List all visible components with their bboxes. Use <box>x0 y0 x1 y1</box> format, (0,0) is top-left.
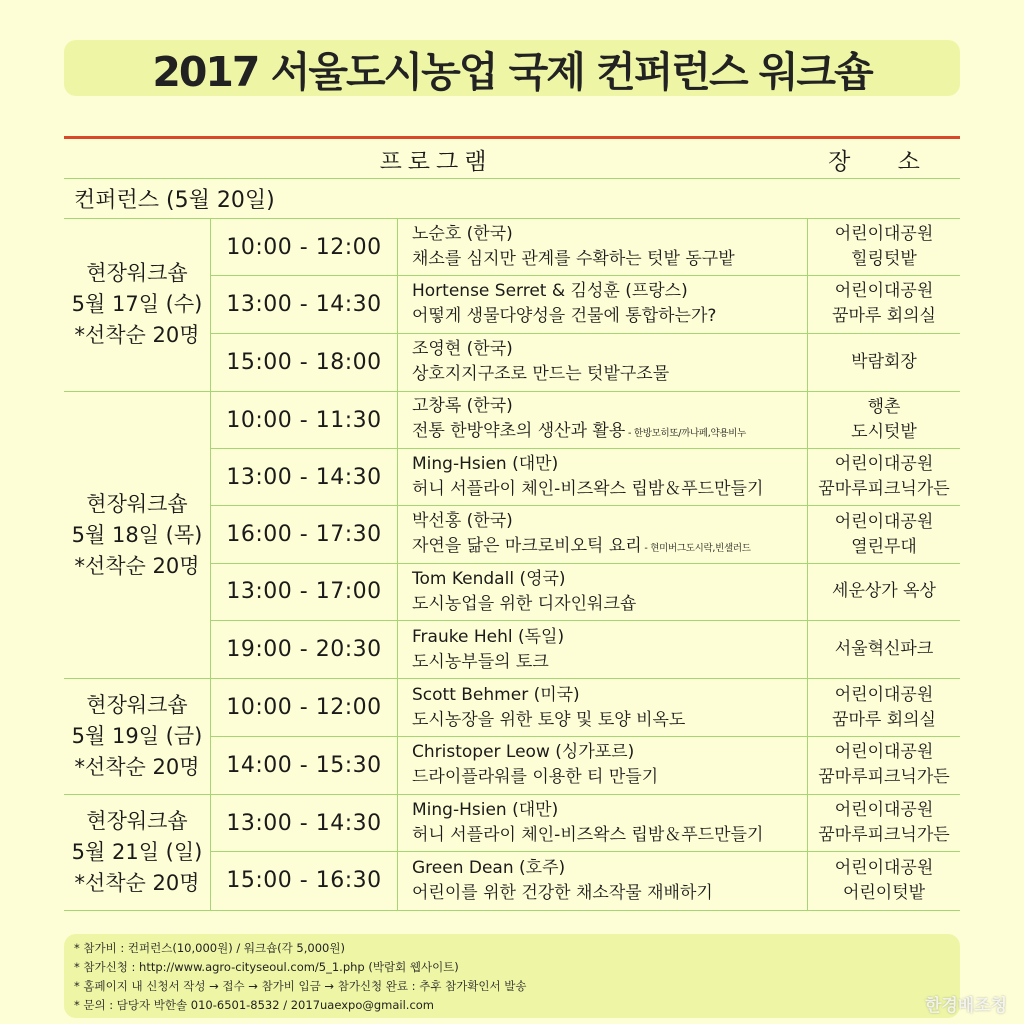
session-place-line: 어린이대공원 <box>834 684 934 705</box>
session-place-line: 꿈마루 회의실 <box>832 709 936 730</box>
session-place-line: 열린무대 <box>851 536 917 557</box>
session-speaker: 박선홍 (한국) <box>412 510 513 531</box>
session-topic: 허니 서플라이 체인-비즈왁스 립밤＆푸드만들기 <box>412 825 764 846</box>
session-description <box>398 737 808 794</box>
session-description <box>398 449 808 505</box>
session-place <box>808 795 960 851</box>
session-speaker: Tom Kendall (영국) <box>412 568 566 589</box>
session-place <box>808 276 960 332</box>
session-topic-line <box>412 362 807 387</box>
session-place-line: 세운상가 옥상 <box>832 581 936 602</box>
group-label-line: 현장워크숍 <box>86 491 188 516</box>
group-label-line: 5월 21일 (일) <box>71 839 203 864</box>
session-row <box>211 852 960 909</box>
session-time: 13:00 - 14:30 <box>211 449 398 505</box>
session-time: 19:00 - 20:30 <box>211 621 398 678</box>
session-note: - 현미버그도시락,빈샐러드 <box>641 542 751 554</box>
session-description <box>398 506 808 562</box>
session-row <box>211 219 960 276</box>
conference-row: 컨퍼런스 (5월 20일) <box>64 179 960 219</box>
session-place-line: 꿈마루피크닉가든 <box>818 479 950 500</box>
header-place: 장 소 <box>828 148 940 175</box>
session-topic: 채소를 심지만 관계를 수확하는 텃밭 동구밭 <box>412 249 735 270</box>
session-time: 10:00 - 11:30 <box>211 392 398 448</box>
session-place-line: 어린이텃밭 <box>842 882 926 903</box>
session-place <box>808 621 960 678</box>
session-row <box>211 737 960 794</box>
group-label-line: *선착순 20명 <box>74 870 200 895</box>
title-banner <box>64 40 960 96</box>
workshop-group <box>64 679 960 795</box>
session-topic: 도시농업을 위한 디자인워크숍 <box>412 593 637 614</box>
session-row <box>211 449 960 506</box>
session-row <box>211 564 960 621</box>
session-place-line: 꿈마루피크닉가든 <box>818 767 950 788</box>
session-row <box>211 392 960 449</box>
session-time: 15:00 - 16:30 <box>211 852 398 909</box>
session-row <box>211 795 960 852</box>
session-time: 13:00 - 14:30 <box>211 276 398 332</box>
session-speaker: 조영현 (한국) <box>412 339 513 360</box>
session-speaker: Christoper Leow (싱가포르) <box>412 742 635 763</box>
session-time: 16:00 - 17:30 <box>211 506 398 562</box>
session-topic: 허니 서플라이 체인-비즈왁스 립밤＆푸드만들기 <box>412 479 764 500</box>
session-note: - 한방모히또/까나페,약용비누 <box>625 428 746 440</box>
session-description <box>398 621 808 678</box>
info-footer <box>64 934 960 1018</box>
session-speaker: Ming-Hsien (대만) <box>412 454 559 475</box>
session-description <box>398 334 808 391</box>
footer-line: * 참가신청 : http://www.agro-cityseoul.com/5_1.php (박람회 웹사이트) <box>74 960 459 974</box>
session-place-line: 어린이대공원 <box>834 742 934 763</box>
session-topic-line <box>412 534 807 561</box>
session-topic: 자연을 닮은 마크로비오틱 요리 <box>412 535 642 556</box>
group-label-line: *선착순 20명 <box>74 553 200 578</box>
session-topic-line <box>412 650 807 675</box>
session-topic: 도시농장을 위한 토양 및 토양 비옥도 <box>412 709 686 730</box>
session-description <box>398 679 808 735</box>
workshop-group <box>64 219 960 392</box>
group-label-line: *선착순 20명 <box>74 323 200 348</box>
session-description <box>398 564 808 620</box>
session-row <box>211 506 960 563</box>
session-time: 14:00 - 15:30 <box>211 737 398 794</box>
session-description <box>398 276 808 332</box>
session-topic: 전통 한방약초의 생산과 활용 <box>412 421 626 442</box>
group-label-line: 5월 17일 (수) <box>71 292 203 317</box>
session-place-line: 박람회장 <box>851 351 917 372</box>
group-label <box>64 219 211 391</box>
session-speaker: Frauke Hehl (독일) <box>412 626 565 647</box>
session-place-line: 도시텃밭 <box>851 422 917 443</box>
session-topic-line <box>412 881 807 906</box>
footer-line: * 참가비 : 컨퍼런스(10,000원) / 워크숍(각 5,000원) <box>74 941 345 955</box>
group-label-line: 5월 19일 (금) <box>71 724 203 749</box>
session-topic: 어린이를 위한 건강한 채소작물 재배하기 <box>412 882 713 903</box>
group-label-line: *선착순 20명 <box>74 755 200 780</box>
session-row <box>211 276 960 333</box>
session-place <box>808 506 960 562</box>
workshop-groups <box>64 219 960 911</box>
table-header <box>64 139 960 179</box>
session-speaker: Scott Behmer (미국) <box>412 684 580 705</box>
session-topic: 상호지지구조로 만드는 텃밭구조물 <box>412 364 670 385</box>
session-topic-line <box>412 592 807 617</box>
group-label <box>64 679 211 794</box>
session-place-line: 꿈마루 회의실 <box>832 306 936 327</box>
session-description <box>398 795 808 851</box>
session-description <box>398 219 808 275</box>
session-place <box>808 737 960 794</box>
session-place-line: 어린이대공원 <box>834 511 934 532</box>
group-label <box>64 795 211 910</box>
session-row <box>211 334 960 391</box>
session-time: 10:00 - 12:00 <box>211 679 398 735</box>
session-description <box>398 392 808 448</box>
session-place-line: 힐링텃밭 <box>851 249 917 270</box>
session-place <box>808 679 960 735</box>
session-topic-line <box>412 765 807 790</box>
program-table <box>64 139 960 911</box>
group-label-line: 현장워크숍 <box>86 808 188 833</box>
session-speaker: Green Dean (호주) <box>412 857 566 878</box>
session-topic-line <box>412 419 807 446</box>
session-place-line: 어린이대공원 <box>834 800 934 821</box>
session-topic: 어떻게 생물다양성을 건물에 통합하는가? <box>412 306 717 327</box>
group-label-line: 현장워크숍 <box>86 261 188 286</box>
session-place-line: 행촌 <box>867 397 901 418</box>
session-place <box>808 392 960 448</box>
session-place-line: 꿈마루피크닉가든 <box>818 825 950 846</box>
session-speaker: Ming-Hsien (대만) <box>412 800 559 821</box>
session-place-line: 어린이대공원 <box>834 281 934 302</box>
session-place <box>808 449 960 505</box>
session-row <box>211 621 960 678</box>
page-title: 2017 서울도시농업 국제 컨퍼런스 워크숍 <box>152 47 872 96</box>
session-time: 15:00 - 18:00 <box>211 334 398 391</box>
session-topic-line <box>412 247 807 272</box>
session-place-line: 어린이대공원 <box>834 857 934 878</box>
session-place-line: 어린이대공원 <box>834 454 934 475</box>
group-label-line: 현장워크숍 <box>86 693 188 718</box>
footer-line: * 홈페이지 내 신청서 작성 → 접수 → 참가비 입금 → 참가신청 완료 : 추후 참가확인서 발송 <box>74 979 527 993</box>
session-description <box>398 852 808 909</box>
session-row <box>211 679 960 736</box>
workshop-group <box>64 392 960 679</box>
session-speaker: 노순호 (한국) <box>412 224 513 245</box>
session-time: 13:00 - 14:30 <box>211 795 398 851</box>
session-place <box>808 334 960 391</box>
session-topic-line <box>412 823 807 848</box>
session-speaker: Hortense Serret & 김성훈 (프랑스) <box>412 281 688 302</box>
session-speaker: 고창록 (한국) <box>412 396 513 417</box>
session-place <box>808 219 960 275</box>
workshop-group <box>64 795 960 911</box>
session-place-line: 어린이대공원 <box>834 224 934 245</box>
session-time: 10:00 - 12:00 <box>211 219 398 275</box>
session-place <box>808 564 960 620</box>
session-place-line: 서울혁신파크 <box>834 639 934 660</box>
session-topic-line <box>412 477 807 502</box>
session-topic-line <box>412 708 807 733</box>
watermark-text: 한경배조청 <box>924 996 1008 1016</box>
header-program: 프로그램 <box>379 148 493 175</box>
group-label <box>64 392 211 678</box>
group-label-line: 5월 18일 (목) <box>71 522 203 547</box>
session-topic-line <box>412 304 807 329</box>
footer-line: * 문의 : 담당자 박한솔 010-6501-8532 / 2017uaexpo@gmail.com <box>74 998 435 1012</box>
session-time: 13:00 - 17:00 <box>211 564 398 620</box>
session-topic: 드라이플라워를 이용한 티 만들기 <box>412 767 659 788</box>
session-topic: 도시농부들의 토크 <box>412 651 549 672</box>
session-place <box>808 852 960 909</box>
watermark-logo <box>918 976 1014 1016</box>
